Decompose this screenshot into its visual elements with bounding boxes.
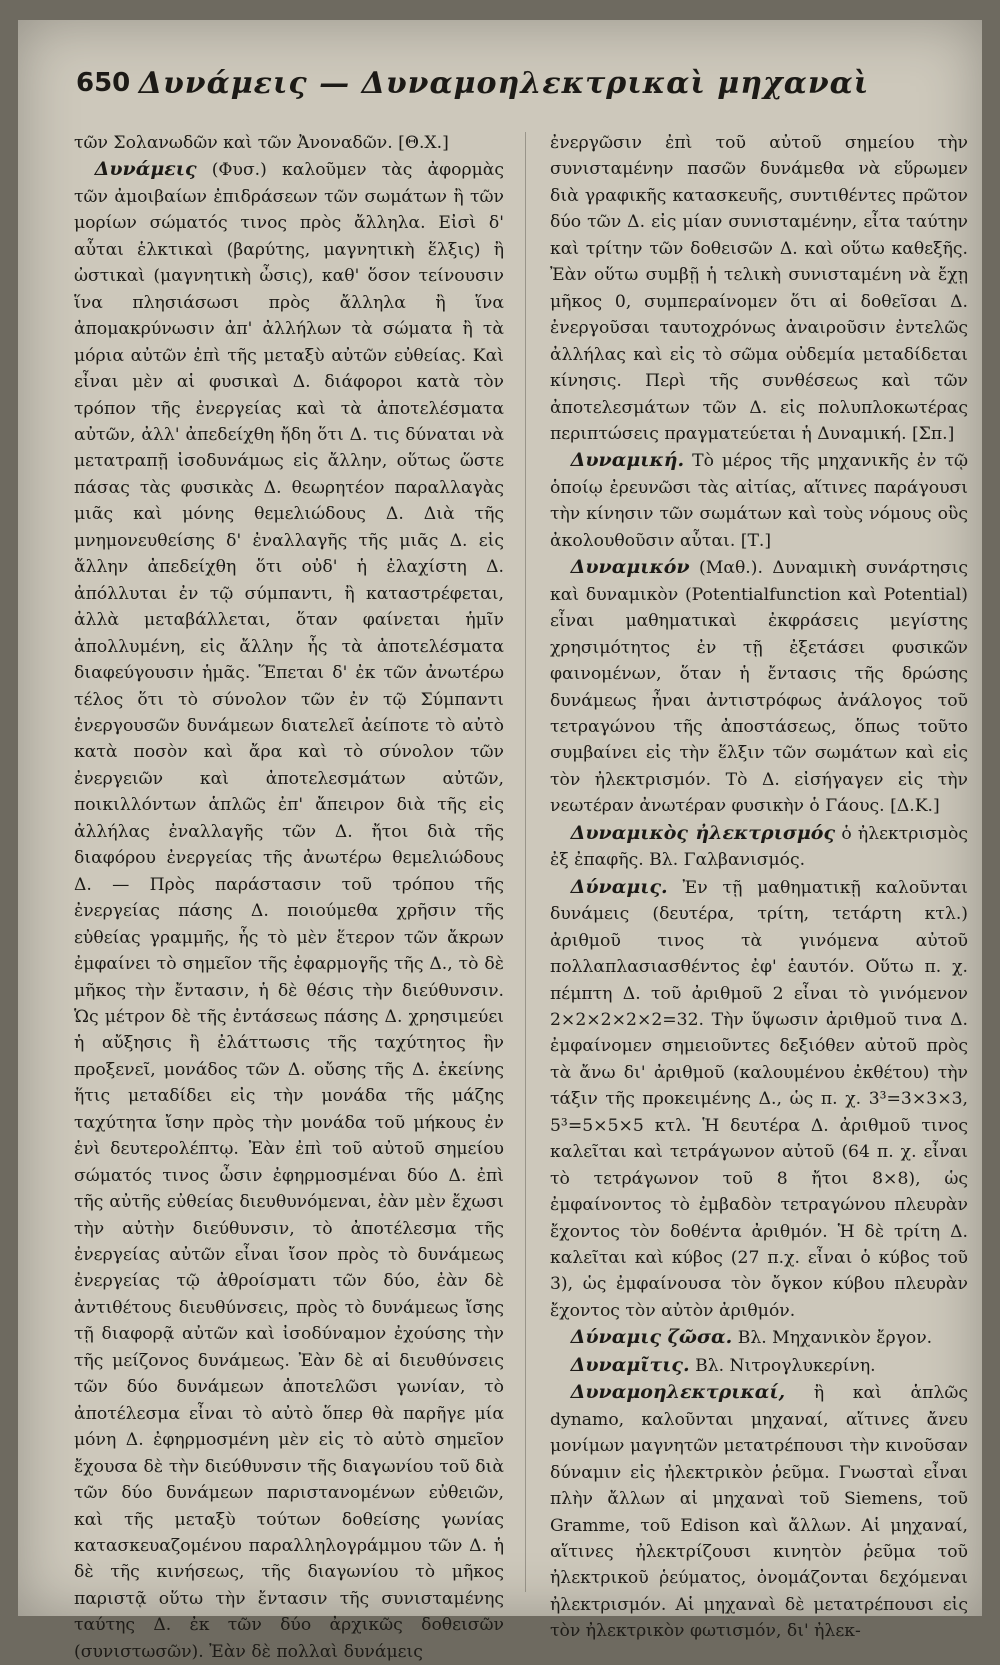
entry-headword: Δυναμῖτις. [570,1353,690,1376]
entry-paragraph [550,1379,968,1645]
entry-paragraph [550,130,968,447]
entry-headword: Δυναμικόν [570,556,690,579]
book-page [18,20,982,1662]
entry-text: Βλ. Μηχανικὸν ἔργον. [737,1328,933,1349]
entry-headword: Δυναμικὸς ἠλεκτρισμός [570,821,836,844]
entry-paragraph [74,130,504,156]
entry-text: ἐνεργῶσιν ἐπὶ τοῦ αὐτοῦ σημείου τὴν συνισταμένην πασῶν δυνάμεθα νὰ εὕρωμεν διὰ γραφικῆς κατασκευῆς, συντιθέντες πρῶτον δύο τῶν Δ. εἰς μίαν συνισταμένην, εἶτα ταύτην καὶ τρίτην τῶν δοθεισῶν Δ. καὶ οὕτω καθεξῆς. Ἐὰν οὕτω συμβῇ ἡ τελικὴ συνισταμένη νὰ ἔχῃ μῆκος 0, συμπεραίνομεν ὅτι αἱ δοθεῖσαι Δ. ἐνεργοῦσαι ταυτοχρόνως ἀναιροῦσιν ἐντελῶς ἀλλήλας καὶ εἰς τὸ σῶμα οὐδεμία μεταδίδεται κίνησις. Περὶ τῆς συνθέσεως καὶ τῶν ἀποτελεσμάτων τῶν Δ. εἰς πολυπλοκωτέρας περιπτώσεις πραγματεύεται ἡ Δυναμική. [Σπ.] [550,133,968,444]
entry-paragraph [550,554,968,820]
entry-paragraph [550,1324,968,1351]
entry-paragraph [550,447,968,554]
entry-text: Ἐν τῇ μαθηματικῇ καλοῦνται δυνάμεις (δευτέρα, τρίτη, τετάρτη κτλ.) ἀριθμοῦ τινος τὰ γινόμενα αὐτοῦ πολλαπλασιασθέντος ἐφ' ἑαυτόν. Οὕτω π. χ. πέμπτη Δ. τοῦ ἀριθμοῦ 2 εἶναι τὸ γινόμενον 2×2×2×2×2=32. Τὴν ὕψωσιν ἀριθμοῦ τινα Δ. ἐμφαίνομεν σημειοῦντες δεξιόθεν αὐτοῦ πρὸς τὰ ἄνω δι' ἀριθμοῦ (καλουμένου ἐκθέτου) τὴν τάξιν τῆς προκειμένης Δ., ὡς π. χ. 3³=3×3×3, 5³=5×5×5 κτλ. Ἡ δευτέρα Δ. ἀριθμοῦ τινος καλεῖται καὶ τετράγωνον αὐτοῦ (64 π. χ. εἶναι τὸ τετράγωνον τοῦ 8 ἤτοι 8×8), ὡς ἐμφαίνοντος τὸ ἐμβαδὸν τετραγώνου πλευρὰν ἔχοντος τὸν δοθέντα ἀριθμόν. Ἡ δὲ τρίτη Δ. καλεῖται καὶ κύβος (27 π.χ. εἶναι ὁ κύβος τοῦ 3), ὡς ἐμφαίνουσα τὸν ὄγκον κύβου πλευρὰν ἔχοντος τὸν αὐτὸν ἀριθμόν. [550,877,968,1321]
entry-text: τῶν Σολανωδῶν καὶ τῶν Ἀνοναδῶν. [Θ.Χ.] [74,133,449,153]
entry-headword: Δυναμική. [570,449,685,472]
entry-text: Βλ. Νιτρογλυκερίνη. [695,1355,876,1376]
entry-paragraph [550,874,968,1325]
entry-text: (Μαθ.). Δυναμικὴ συνάρτησις καὶ δυναμικὸν (Potentialfunction καὶ Potential) εἶναι μαθηματικαὶ ἐκφράσεις μεγίστης χρησιμότητος ἐν τῇ ἐξετάσει φυσικῶν φαινομένων, ὅταν ἡ ἔντασις τῆς δρώσης δυνάμεως ἦναι ἀντιστρόφως ἀνάλογος τοῦ τετραγώνου τῆς ἀποστάσεως, ὅπως τοῦτο συμβαίνει εἰς τὴν ἕλξιν τῶν σωμάτων καὶ εἰς τὸν ἠλεκτρισμόν. Τὸ Δ. εἰσήγαγεν εἰς τὴν νεωτέραν ἀνωτέραν φυσικὴν ὁ Γάους. [Δ.Κ.] [550,558,968,817]
entry-text: ἢ καὶ ἁπλῶς dynamo, καλοῦνται μηχαναί, αἵτινες ἄνευ μονίμων μαγνητῶν μετατρέπουσι τὴν κινοῦσαν δύναμιν εἰς ἠλεκτρικὸν ῥεῦμα. Γνωσταὶ εἶναι πλὴν ἄλλων αἱ μηχαναὶ τοῦ Siemens, τοῦ Gramme, τοῦ Edison καὶ ἄλλων. Αἱ μηχαναί, αἵτινες ἠλεκτρίζουσι κινητὸν ῥεῦμα τοῦ ἠλεκτρικοῦ ῥεύματος, ὀνομάζονται δεχόμεναι ἠλεκτρισμόν. Αἱ μηχαναὶ δὲ μετατρέπουσι εἰς τὸν ἠλεκτρικὸν φωτισμόν, δι' ἠλεκ- [550,1383,968,1642]
entry-headword: Δύναμις. [570,875,668,898]
right-column [550,130,968,1642]
left-column [74,130,504,1662]
page-number: 650 [76,68,131,98]
entry-text: (Φυσ.) καλοῦμεν τὰς ἀφορμὰς τῶν ἀμοιβαίων ἐπιδράσεων τῶν σωμάτων ἢ τῶν μορίων σώματός τινος πρὸς ἄλληλα. Εἰσὶ δ' αὗται ἑλκτικαὶ (βαρύτης, μαγνητικὴ ἕλξις) ἢ ὠστικαὶ (μαγνητικὴ ὦσις), καθ' ὅσον τείνουσιν ἵνα πλησιάσωσι πρὸς ἄλληλα ἢ ἵνα ἀπομακρύνωσιν ἀπ' ἀλλήλων τὰ σώματα ἢ τὰ μόρια αὐτῶν ἐπὶ τῆς μεταξὺ αὐτῶν εὐθείας. Καὶ εἶναι μὲν αἱ φυσικαὶ Δ. διάφοροι κατὰ τὸν τρόπον τῆς ἐνεργείας καὶ τὰ ἀποτελέσματα αὐτῶν, ἀλλ' ἀπεδείχθη ἤδη ὅτι Δ. τις δύναται νὰ μετατραπῇ ἰσοδυνάμως εἰς ἄλλην, οὕτως ὥστε πάσας τὰς φυσικὰς Δ. θεωρητέον παραλλαγὰς μιᾶς καὶ μόνης θεμελιώδους Δ. Διὰ τῆς μνημονευθείσης δ' ἐναλλαγῆς τῆς μιᾶς Δ. εἰς ἄλλην ἀπεδείχθη ὅτι οὐδ' ἡ ἐλαχίστη Δ. ἀπόλλυται ἐν τῷ σύμπαντι, ἢ καταστρέφεται, ἀλλὰ μεταβάλλεται, ὅταν φαίνεται ἡμῖν ἀπολλυμένη, εἰς ἄλλην ἧς τὰ ἀποτελέσματα διαφεύγουσιν ἡμᾶς. Ἕπεται δ' ἐκ τῶν ἀνωτέρω τέλος ὅτι τὸ σύνολον τῶν ἐν τῷ Σύμπαντι ἐνεργουσῶν δυνάμεων διατελεῖ ἀείποτε τὸ αὐτὸ κατὰ ποσὸν καὶ ἄρα καὶ τὸ σύνολον τῶν ἐνεργειῶν καὶ ἀποτελεσμάτων αὐτῶν, ποικιλλόντων ἁπλῶς ἐπ' ἄπειρον διὰ τῆς εἰς ἀλλήλας ἐναλλαγῆς τῶν Δ. ἤτοι διὰ τῆς διαφόρου ἐνεργείας τῆς ἀνωτέρω θεμελιώδους Δ. — Πρὸς παράστασιν τοῦ τρόπου τῆς ἐνεργείας πάσης Δ. ποιούμεθα χρῆσιν τῆς εὐθείας γραμμῆς, ἧς τὸ μὲν ἕτερον τῶν ἄκρων ἐμφαίνει τὸ σημεῖον τῆς ἐφαρμογῆς τῆς Δ., τὸ δὲ μῆκος τὴν ἔντασιν, ἡ δὲ θέσις τὴν διεύθυνσιν. Ὡς μέτρον δὲ τῆς ἐντάσεως πάσης Δ. χρησιμεύει ἡ αὔξησις ἢ ἐλάττωσις τῆς ταχύτητος ἣν προξενεῖ, μονάδος τῶν Δ. οὔσης τῆς Δ. ἐκείνης ἥτις μεταδίδει εἰς τὴν μονάδα τῆς μάζης ταχύτητα ἴσην πρὸς τὴν μονάδα τοῦ μήκους ἐν ἑνὶ δευτερολέπτῳ. Ἐὰν ἐπὶ τοῦ αὐτοῦ σημείου σώματός τινος ὦσιν ἐφηρμοσμέναι δύο Δ. ἐπὶ τῆς αὐτῆς εὐθείας διευθυνόμεναι, ἐὰν μὲν ἔχωσι τὴν αὐτὴν διεύθυνσιν, τὸ ἀποτέλεσμα τῆς ἐνεργείας αὐτῶν εἶναι ἴσον πρὸς τὸ δυνάμεως ἐνεργείας τῷ ἀθροίσματι τῶν δύο, ἐὰν δὲ ἀντιθέτους διευθύνσεις, πρὸς τὸ δυνάμεως ἴσης τῇ διαφορᾷ αὐτῶν καὶ ἰσοδύναμον ἐχούσης τὴν τῆς μείζονος δυνάμεως. Ἐὰν δὲ αἱ διευθύνσεις τῶν δύο δυνάμεων ἀποτελῶσι γωνίαν, τὸ ἀποτέλεσμα εἶναι τὸ αὐτὸ ὅπερ θὰ παρῆγε μία μόνη Δ. ἐφηρμοσμένη μὲν εἰς τὸ αὐτὸ σημεῖον ἔχουσα δὲ τὴν διεύθυνσιν τῆς διαγωνίου τοῦ διὰ τῶν δύο δυνάμεων παριστανομένων εὐθειῶν, καὶ τῆς μεταξὺ τούτων δοθείσης γωνίας κατασκευαζομένου παραλληλογράμμου τῶν Δ. ἡ δὲ τῆς κινήσεως, τῆς διαγωνίου τὸ μῆκος παριστᾷ οὕτω τὴν ἔντασιν τῆς συνισταμένης ταύτης Δ. ἐκ τῶν δύο ἀρχικῶς δοθεισῶν (συνιστωσῶν). Ἐὰν δὲ πολλαὶ δυνάμεις [74,160,504,1662]
entry-headword: Δύναμις ζῶσα. [570,1326,733,1349]
entry-paragraph [74,156,504,1665]
column-divider [525,132,526,1592]
entry-text: Τὸ μέρος τῆς μηχανικῆς ἐν τῷ ὁποίῳ ἐρευνῶσι τὰς αἰτίας, αἵτινες παράγουσι τὴν κίνησιν τῶν σωμάτων καὶ τοὺς νόμους οὓς ἀκολουθοῦσιν αὗται. [Τ.] [550,451,968,551]
entry-text: ὁ ἠλεκτρισμὸς ἐξ ἐπαφῆς. Βλ. Γαλβανισμός. [550,823,968,871]
entry-paragraph [550,1352,968,1379]
entry-headword: Δυναμοηλεκτρικαί, [570,1381,786,1404]
page-header [64,58,944,112]
entry-headword: Δυνάμεις [94,158,197,181]
running-title: Δυνάμεις — Δυναμοηλεκτρικαὶ μηχαναὶ [138,66,870,101]
entry-paragraph [550,820,968,874]
